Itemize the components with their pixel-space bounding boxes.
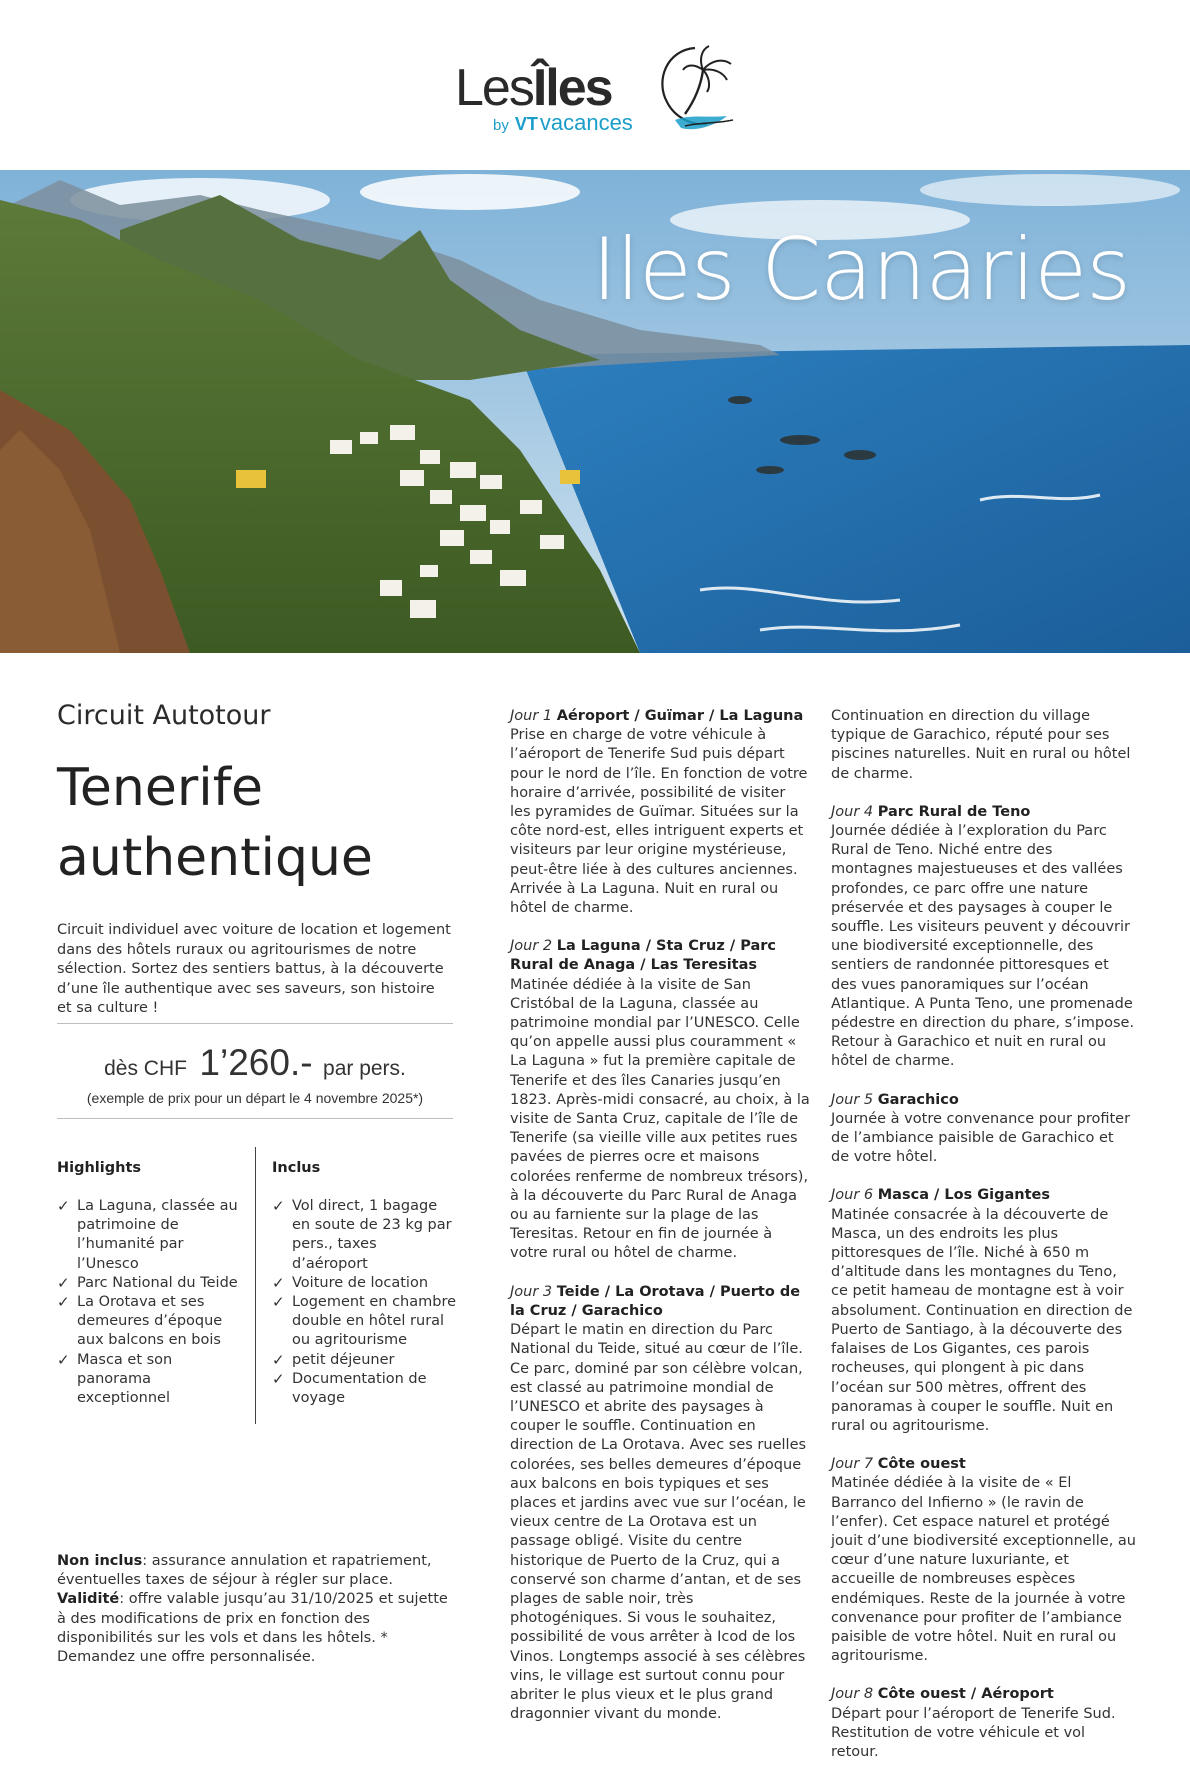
price-amount: 1’260.- [199,1042,313,1083]
itinerary-day [831,707,1136,784]
day-number: Jour 7 [831,1456,878,1473]
day-title: Masca / Los Gigantes [877,1187,1051,1204]
day-title: Côte ouest [877,1456,966,1473]
highlight-text: La Laguna, classée au patrimoine de l’humanité par l’Unesco [77,1198,238,1272]
highlight-item [57,1197,247,1274]
inclus-text: Documentation de voyage [292,1370,427,1407]
circuit-description: Circuit individuel avec voiture de location et logement dans des hôtels ruraux ou agritourismes de notre sélection. Sortez des sentiers battus, à la découverte d’une île authentique avec ses saveurs, son histoire et sa culture ! [57,922,451,1016]
hero-image [0,170,1190,653]
day-number: Jour 8 [831,1686,878,1703]
check-icon: ✓ [272,1350,285,1369]
day-title: Aéroport / Guïmar / La Laguna [556,708,804,724]
day-number: Jour 2 [510,938,557,955]
itinerary-day [510,1283,810,1725]
itinerary-day [831,1186,1136,1436]
inclus-item [272,1370,457,1408]
inclus-heading: Inclus [272,1160,321,1176]
non-inclus-note: Non inclus: assurance annulation et rapatriement, éventuelles taxes de séjour à régler sur place. Validité: offre valable jusqu’au 31/10/2025 et sujette à des modifications de prix en fonction des disponibilités sur les vols et dans les hôtels. * Demandez une offre personnalisée. [57,1553,448,1666]
inclus-item [272,1274,457,1293]
day-text: Prise en charge de votre véhicule à l’aéroport de Tenerife Sud puis départ pour le nord de l’île. En fonction de votre horaire d’arrivée, possibilité de visiter les pyramides de Guïmar. Situées sur la côte nord-est, elles intriguent experts et visiteurs par leur origine mystérieuse, peut-être liée à des cultures anciennes. Arrivée à La Laguna. Nuit en rural ou hôtel de charme. [510,727,808,917]
itinerary-column-2 [831,707,1136,1781]
day-text: Matinée dédiée à la visite de « El Barranco del Infierno » (le ravin de l’enfer). Cet espace naturel et protégé jouit d’une biodiversité exceptionnelle, au cœur d’une nature luxuriante, et accueille de nombreuses espèces endémiques. Reste de la journée à votre convenance pour profiter de l’ambiance paisible de votre hôtel. Nuit en rural ou agritourisme. [831,1475,1136,1665]
price-box [57,1023,453,1119]
check-icon: ✓ [57,1350,70,1369]
day-title: Garachico [877,1091,959,1108]
check-icon: ✓ [57,1293,70,1312]
day-heading [831,803,1136,822]
highlight-text: Masca et son panorama exceptionnel [77,1351,173,1407]
logo-tagline: by VTvacances [493,110,633,135]
day-heading [831,1186,1136,1205]
day-heading [510,937,810,975]
day-text: Départ pour l’aéroport de Tenerife Sud. Restitution de votre véhicule et vol retour. [831,1705,1116,1760]
day-title: Côte ouest / Aéroport [877,1686,1054,1703]
highlight-item [57,1351,247,1409]
circuit-subtitle: Circuit Autotour [57,700,271,731]
day-number: Jour 6 [831,1187,878,1204]
day-title: Teide / La Orotava / Puerto de la Cruz / Garachico [510,1283,801,1319]
itinerary-day [831,1455,1136,1666]
inclus-text: Vol direct, 1 bagage en soute de 23 kg par pers., taxes d’aéroport [292,1198,452,1272]
day-heading [831,1091,1136,1110]
inclus-text: Voiture de location [292,1274,429,1291]
inclus-item [272,1351,457,1370]
highlights-list [57,1197,247,1408]
logo-wordmark: LesÎles [455,59,612,117]
inclus-item [272,1197,457,1274]
day-text: Matinée consacrée à la découverte de Masca, un des endroits les plus pittoresques de l’île. Niché à 650 m d’altitude dans les montagnes du Teno, ce petit hameau de montagne est à voir absolument. Continuation en direction de Puerto de Santiago, à la découverte des falaises de Los Gigantes, ces parois rocheuses, qui plongent à pic dans l’océan sur 500 mètres, offrent des panoramas à couper le souffle. Nuit en rural ou agritourisme. [831,1206,1133,1434]
highlight-text: La Orotava et ses demeures d’époque aux balcons en bois [77,1294,223,1349]
day-text: Continuation en direction du village typique de Garachico, réputé pour ses piscines naturelles. Nuit en rural ou hôtel de charme. [831,708,1131,782]
day-text: Journée dédiée à l’exploration du Parc Rural de Teno. Niché entre des montagnes majestueuses et des vallées profondes, ce parc offre une nature préservée et des paysages à couper le souffle. Les visiteurs peuvent y découvrir une biodiversité exceptionnelle, des sentiers de randonnée pittoresques et des vues panoramiques sur l’océan Atlantique. A Punta Teno, une promenade pédestre en direction du phare, s’impose. Retour à Garachico et nuit en rural ou hôtel de charme. [831,823,1135,1070]
day-title: Parc Rural de Teno [877,803,1031,820]
day-heading [510,1283,810,1321]
check-icon: ✓ [272,1273,285,1292]
price-line: dès CHF 1’260.- par pers. [104,1042,406,1083]
itinerary-day [831,1685,1136,1762]
price-note: (exemple de prix pour un départ le 4 novembre 2025*) [86,1090,424,1106]
itinerary-day [510,937,810,1263]
highlight-item [57,1274,247,1293]
day-number: Jour 3 [510,1283,557,1300]
day-heading [831,1685,1136,1704]
day-heading [510,707,810,726]
check-icon: ✓ [57,1273,70,1292]
hero-title: Iles Canaries [591,220,1130,320]
brand-logo [455,40,755,140]
day-heading [831,1455,1136,1474]
check-icon: ✓ [272,1197,285,1215]
day-title: La Laguna / Sta Cruz / Parc Rural de Anaga / Las Teresitas [510,938,776,974]
inclus-text: petit déjeuner [292,1351,395,1368]
inclus-item [272,1293,457,1351]
inclus-list [272,1197,457,1408]
day-text: Journée à votre convenance pour profiter de l’ambiance paisible de Garachico et de votre hôtel. [831,1110,1131,1166]
itinerary-column-1 [510,707,810,1743]
inclus-text: Logement en chambre double en hôtel rural ou agritourisme [292,1294,457,1349]
itinerary-day [831,803,1136,1072]
palm-tree-icon [645,40,745,140]
itinerary-day [510,707,810,918]
check-icon: ✓ [57,1197,70,1215]
highlights-heading: Highlights [57,1160,142,1176]
page-title: Tenerife authentique [57,758,373,888]
day-text: Départ le matin en direction du Parc National du Teide, situé au cœur de l’île. Ce parc, dominé par son célèbre volcan, est classé au patrimoine mondial de l’UNESCO et abrite des paysages à couper le souffle. Continuation en direction de La Orotava. Avec ses ruelles colorées, ses belles demeures d’époque aux balcons en bois typiques et ses places et jardins avec vue sur l’océan, le vieux centre de La Orotava est un passage obligé. Visite du centre historique de Puerto de la Cruz, qui a conservé son charme d’antan, et de ses plages de sable noir, très photogéniques. Si vous le souhaitez, possibilité de vous arrêter à Icod de los Vinos. Longtemps associé à ses célèbres vins, le village est surtout connu pour abriter le plus vieux et le plus grand dragonnier vivant du monde. [510,1322,807,1723]
day-number: Jour 5 [831,1091,878,1108]
check-icon: ✓ [272,1293,285,1312]
highlight-text: Parc National du Teide [77,1274,238,1291]
check-icon: ✓ [272,1369,285,1388]
day-text: Matinée dédiée à la visite de San Cristóbal de la Laguna, classée au patrimoine mondial par l’UNESCO. Celle qu’on appelle aussi plus couramment « La Laguna » fut la première capitale de Tenerife et des îles Canaries jusqu’en 1823. Après-midi consacré, au choix, à la visite de Santa Cruz, capitale de l’île de Tenerife (sa vieille ville aux petites rues pavées de pierres ocre et maisons colorées renferme de nombreux trésors), à la découverte du Parc Rural de Anaga ou au farniente sur la plage de las Teresitas. Retour en fin de journée à votre rural ou hôtel de charme. [510,976,810,1262]
day-number: Jour 4 [831,803,878,820]
highlight-item [57,1293,247,1351]
day-number: Jour 1 [510,708,557,724]
circuit-intro [57,700,453,1019]
itinerary-day [831,1091,1136,1168]
column-divider [255,1147,256,1424]
